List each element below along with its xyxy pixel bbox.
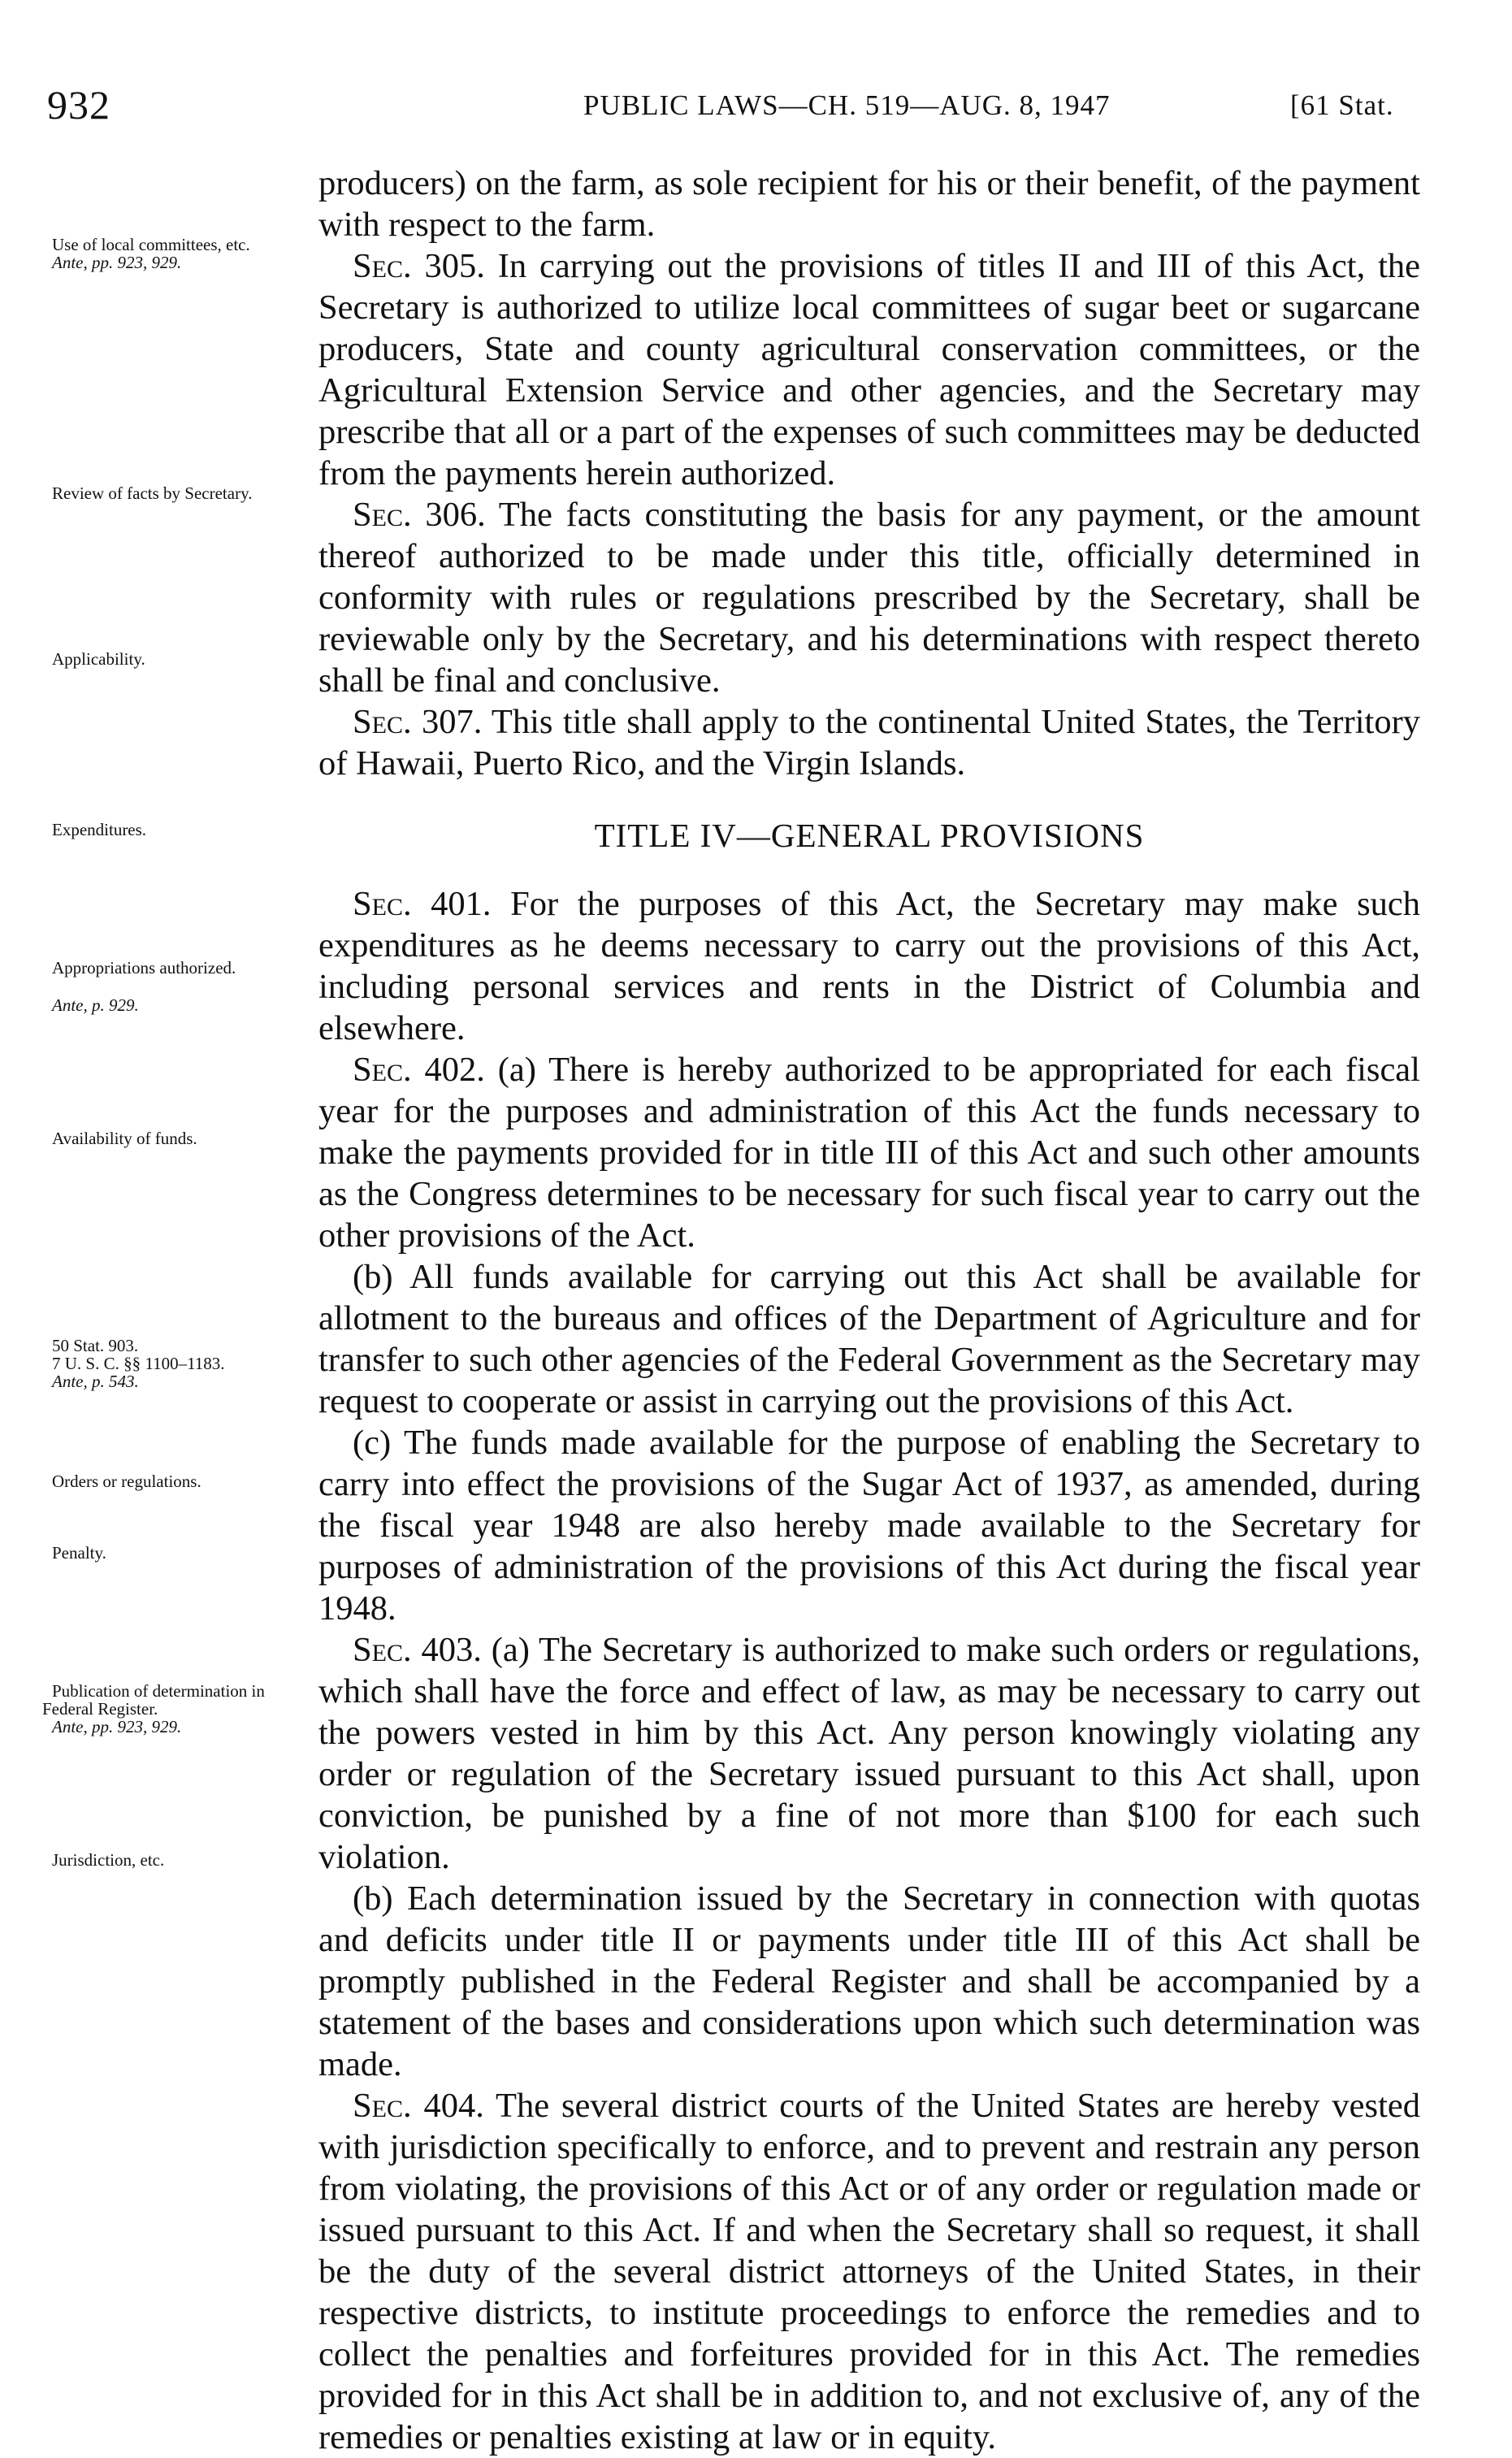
- margin-note-citation: Ante, pp. 923, 929.: [52, 1717, 182, 1736]
- section-label: Sec. 401.: [353, 885, 492, 923]
- section-404: [318, 2085, 1420, 2458]
- section-307: [318, 701, 1420, 784]
- page-number: 932: [47, 82, 110, 128]
- section-label: Sec. 402.: [353, 1051, 485, 1089]
- margin-note-appropriations: [42, 959, 278, 1014]
- section-text: For the purposes of this Act, the Secretary may make such expenditures as he deems necessary to carry out the provisions of this Act, including personal services and rents in the District of Columbia and elsewhere.: [318, 885, 1420, 1047]
- section-text: This title shall apply to the continental United States, the Territory of Hawaii, Puerto Rico, and the Virgin Islands.: [318, 703, 1420, 782]
- section-label: Sec. 307.: [353, 703, 483, 741]
- section-403-b: (b) Each determination issued by the Secretary in connection with quotas and deficits under title II or payments under title III of this Act shall be promptly published in the Federal Register and shall be accompanied by a statement of the bases and considerations upon which such determination was made.: [318, 1879, 1420, 2083]
- statute-citation: 50 Stat. 903.: [52, 1336, 139, 1355]
- margin-note-jurisdiction: [42, 1851, 278, 1869]
- main-text: [318, 163, 1420, 2458]
- section-402-a: [318, 1049, 1420, 1256]
- margin-note-text: Penalty.: [52, 1543, 106, 1563]
- margin-note-text: Use of local committees, etc.: [52, 235, 250, 254]
- section-label: Sec. 305.: [353, 247, 485, 285]
- section-402-b: (b) All funds available for carrying out this Act shall be available for allotment to the bureaus and offices of the Department of Agriculture and for transfer to such other agencies of the Federal Government as the Secretary may request to cooperate or assist in carrying out the provisions of this Act.: [318, 1258, 1420, 1420]
- code-citation: 7 U. S. C. §§ 1100–1183.: [52, 1354, 225, 1373]
- margin-note-statute-references: [42, 1337, 278, 1390]
- section-text: In carrying out the provisions of titles II and III of this Act, the Secretary is authorized to utilize local committees of sugar beet or sugarcane producers, State and county agricultural conservation committees, or the Agricultural Extension Service and other agencies, and the Secretary may prescribe that all or a part of the expenses of such committees may be deducted from the payments herein authorized.: [318, 247, 1420, 492]
- section-text: (a) The Secretary is authorized to make such orders or regulations, which shall have the force and effect of law, as may be necessary to carry out the powers vested in him by this Act. Any person knowingly violating any order or regulation of the Secretary issued pursuant to this Act shall, upon conviction, be punished by a fine of not more than $100 for each such violation.: [318, 1631, 1420, 1876]
- margin-note-text: Review of facts by Secretary.: [52, 483, 253, 503]
- section-305: [318, 245, 1420, 494]
- margin-note-text: Expenditures.: [52, 820, 147, 839]
- section-label: Sec. 404.: [353, 2087, 484, 2125]
- section-text: The several district courts of the United States are hereby vested with jurisdiction specifically to enforce, and to prevent and restrain any person from violating, the provisions of this Act or of any order or regulation made or issued pursuant to this Act. If and when the Secretary shall so request, it shall be the duty of the several district attorneys of the United States, in their respective districts, to institute proceedings to enforce the remedies and to collect the penalties and forfeitures provided for in this Act. The remedies provided for in this Act shall be in addition to, and not exclusive of, any of the remedies or penalties existing at law or in equity.: [318, 2087, 1420, 2456]
- margin-note-text: Publication of determination in Federal Register.: [42, 1681, 265, 1719]
- section-label: Sec. 306.: [353, 496, 486, 534]
- margin-note-review-of-facts: [42, 484, 278, 502]
- section-text: The facts constituting the basis for any payment, or the amount thereof authorized to be made under this title, officially determined in conformity with rules or regulations prescribed by the Secretary, shall be reviewable only by the Secretary, and his determinations with respect thereto shall be final and conclusive.: [318, 496, 1420, 700]
- page-header: [0, 81, 1512, 130]
- margin-note-citation: Ante, pp. 923, 929.: [52, 253, 182, 272]
- section-401: [318, 883, 1420, 1049]
- running-head: PUBLIC LAWS—CH. 519—AUG. 8, 1947: [583, 89, 1111, 121]
- margin-note-publication: [42, 1682, 278, 1736]
- margin-note-text: Applicability.: [52, 649, 145, 669]
- title-iv-heading: TITLE IV—GENERAL PROVISIONS: [594, 817, 1145, 854]
- margin-note-text: Jurisdiction, etc.: [52, 1850, 165, 1870]
- carryover-paragraph: producers) on the farm, as sole recipient for his or their benefit, of the payment with respect to the farm.: [318, 164, 1420, 244]
- section-402-c: (c) The funds made available for the purpose of enabling the Secretary to carry into effect the provisions of the Sugar Act of 1937, as amended, during the fiscal year 1948 are also hereby made available to the Secretary for purposes of administration of the provisions of this Act during the fiscal year 1948.: [318, 1424, 1420, 1628]
- margin-note-applicability: [42, 650, 278, 668]
- margin-note-text: Availability of funds.: [52, 1129, 197, 1148]
- section-label: Sec. 403.: [353, 1631, 482, 1669]
- margin-note-expenditures: [42, 821, 278, 839]
- margin-note-citation: Ante, p. 929.: [52, 995, 139, 1015]
- margin-note-availability: [42, 1129, 278, 1147]
- section-403-a: [318, 1629, 1420, 1878]
- margin-note-text: Orders or regulations.: [52, 1472, 201, 1491]
- margin-note-citation: Ante, p. 543.: [52, 1372, 139, 1391]
- section-306: [318, 494, 1420, 701]
- volume-reference: [61 Stat.: [1290, 89, 1394, 121]
- section-text: (a) There is hereby authorized to be appropriated for each fiscal year for the purposes and administration of this Act the funds necessary to make the payments provided for in title III of this Act and such other amounts as the Congress determines to be necessary for such fiscal year to carry out the other provisions of the Act.: [318, 1051, 1420, 1255]
- margin-note-orders: [42, 1472, 278, 1490]
- margin-note-penalty: [42, 1544, 278, 1562]
- margin-note-text: Appropriations authorized.: [52, 958, 236, 978]
- margin-note-local-committees: [42, 236, 278, 271]
